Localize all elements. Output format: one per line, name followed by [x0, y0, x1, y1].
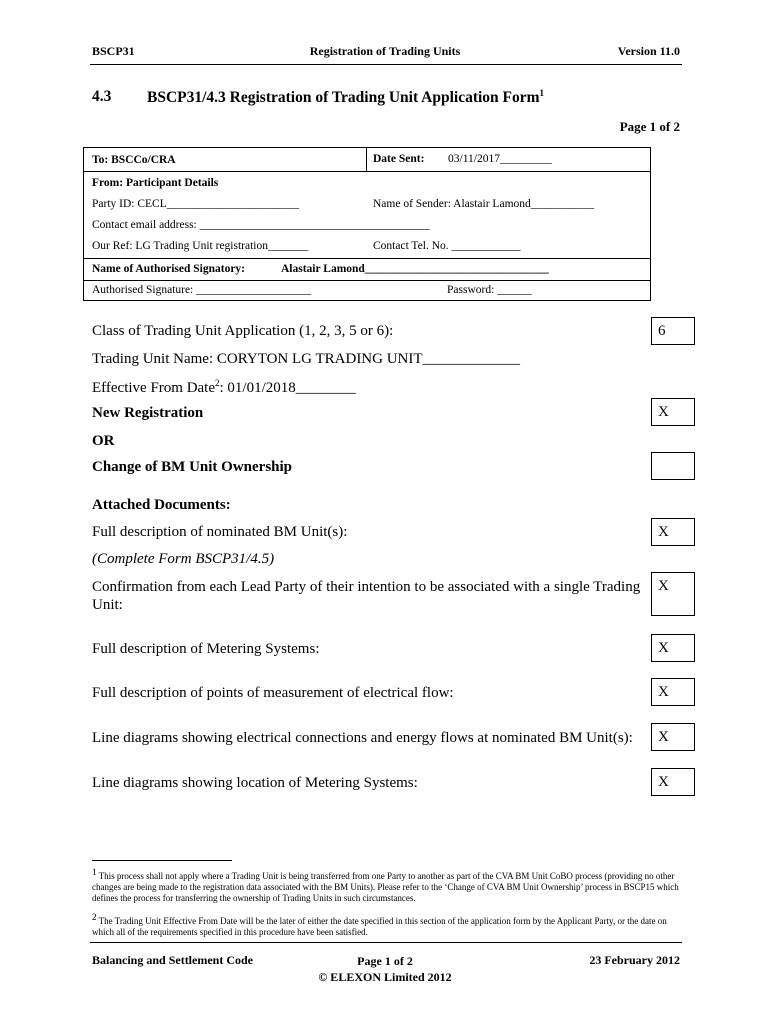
auth-signatory-label: Name of Authorised Signatory:: [92, 263, 246, 275]
change-ownership-checkbox[interactable]: [651, 452, 695, 480]
date-sent-value[interactable]: 03/11/2017_________: [448, 153, 552, 165]
form-divider-1: [83, 171, 651, 172]
footnote-2: $^2$ The Trading Unit Effective From Date will be the later of either the date specified in this section of the application form by the Applicant Party, or the date on which all of the requirements specified in this procedure have been satisfied.: [92, 912, 667, 937]
password-field[interactable]: Password: ______: [447, 284, 532, 296]
change-ownership-label: Change of BM Unit Ownership: [92, 459, 293, 475]
footer-rule: [90, 942, 682, 943]
or-label: OR: [92, 433, 115, 449]
attached-item-lead-party-checkbox[interactable]: X: [651, 572, 695, 616]
attached-item-flow-label: Full description of points of measurement of electrical flow:: [92, 685, 454, 701]
footnote-rule: [92, 860, 232, 861]
party-id-field[interactable]: Party ID: CECL_______________________: [92, 198, 299, 210]
contact-tel-field[interactable]: Contact Tel. No. ____________: [373, 240, 521, 252]
class-value-box[interactable]: 6: [651, 317, 695, 345]
attached-item-bm-unit-checkbox[interactable]: X: [651, 518, 695, 546]
section-title: BSCP31/4.3 Registration of Trading Unit Application Form$^1$: [147, 88, 545, 107]
footnote-ref-1: 1: [539, 88, 545, 98]
header-right: Version 11.0: [617, 44, 680, 58]
attached-item-metering-label: Full description of Metering Systems:: [92, 641, 320, 657]
effective-from-date[interactable]: Effective From Date$^2$: 01/01/2018________: [92, 378, 356, 396]
new-registration-label: New Registration: [92, 405, 204, 421]
footer-page: Page 1 of 2: [357, 954, 413, 968]
header-center: Registration of Trading Units: [309, 44, 461, 58]
attached-item-metering-checkbox[interactable]: X: [651, 634, 695, 662]
attached-documents-heading: Attached Documents:: [92, 497, 231, 513]
page-indicator: Page 1 of 2: [619, 119, 680, 134]
attached-item-location-label: Line diagrams showing location of Metering Systems:: [92, 775, 418, 791]
attached-item-location-checkbox[interactable]: X: [651, 768, 695, 796]
footer-copyright: © ELEXON Limited 2012: [318, 970, 452, 984]
footnote-ref-2: 2: [215, 378, 220, 388]
date-sent-label: Date Sent:: [373, 153, 425, 165]
class-label: Class of Trading Unit Application (1, 2, 3, 5 or 6):: [92, 323, 394, 339]
form-divider-3: [83, 280, 651, 281]
our-ref-field[interactable]: Our Ref: LG Trading Unit registration_______: [92, 240, 309, 252]
attached-item-flow-checkbox[interactable]: X: [651, 678, 695, 706]
to-field: To: BSCCo/CRA: [92, 154, 176, 166]
footnote-1: $^1$ This process shall not apply where a Trading Unit is being transferred from one Party to another as part of the CVA BM Unit CoBO process (providing no other changes are being made to the registration data associated with the BM Units). Please refer to the ‘Change of CVA BM Unit Ownership’ process in BSCP15 which defines the process for transferring the ownership of Trading Units in such circumstances.: [92, 867, 679, 903]
attached-item-note: (Complete Form BSCP31/4.5): [92, 551, 275, 567]
trading-unit-name[interactable]: Trading Unit Name: CORYTON LG TRADING UNIT_____________: [92, 351, 521, 367]
auth-signature-field[interactable]: Authorised Signature: ____________________: [92, 284, 312, 296]
footer-left: Balancing and Settlement Code: [92, 953, 254, 967]
from-label: From: Participant Details: [92, 177, 219, 189]
contact-email-field[interactable]: Contact email address: ________________________________________: [92, 219, 430, 231]
header-rule: [90, 64, 682, 65]
form-vdivider: [366, 147, 367, 171]
section-number: 4.3: [92, 88, 112, 105]
form-divider-2: [83, 258, 651, 259]
header-left: BSCP31: [92, 44, 135, 58]
attached-item-line-diagrams-label: Line diagrams showing electrical connections and energy flows at nominated BM Unit(s):: [92, 730, 633, 746]
attached-item-line-diagrams-checkbox[interactable]: X: [651, 723, 695, 751]
footer-right: 23 February 2012: [589, 953, 680, 967]
auth-signatory-value[interactable]: Alastair Lamond________________________________: [281, 263, 549, 275]
attached-item-bm-unit-label: Full description of nominated BM Unit(s):: [92, 524, 348, 540]
attached-item-lead-party-label: Confirmation from each Lead Party of their intention to be associated with a single Trading Unit:: [92, 579, 641, 613]
new-registration-checkbox[interactable]: X: [651, 398, 695, 426]
name-of-sender-field[interactable]: Name of Sender: Alastair Lamond___________: [373, 198, 595, 210]
